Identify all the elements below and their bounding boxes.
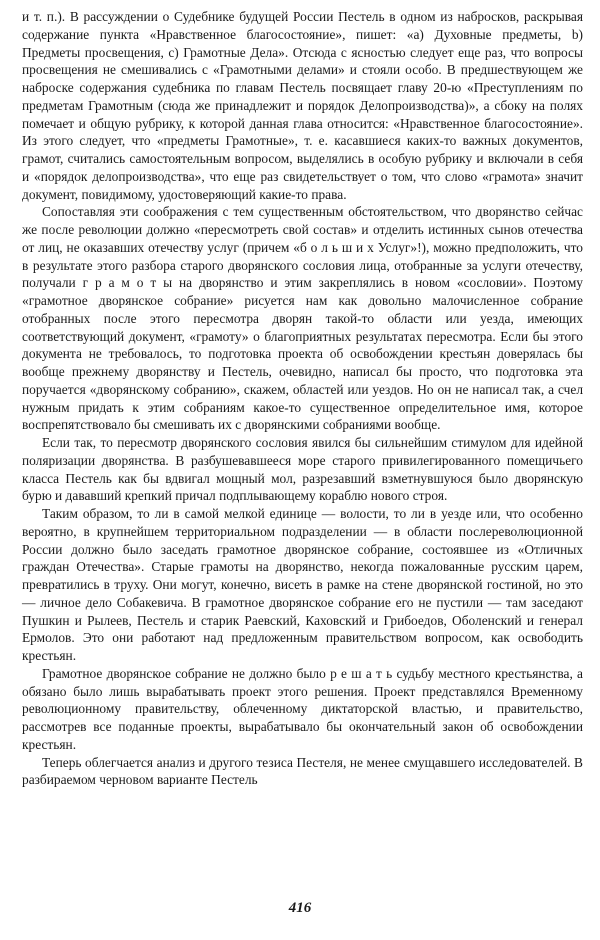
paragraph: Таким образом, то ли в самой мелкой единице — волости, то ли в уезде или, что особенно вероятно, в крупнейшем территориальном подразделении — в области послереволюционной России должно было заседать грамотное дворянское собрание, состоявшее из «Отличных граждан Отечества». Старые грамоты на дворянство, некогда пожалованные русским царем, превратились в труху. Они могут, конечно, висеть в рамке на стене дворянской гостиной, но это — личное дело Собакевича. В грамотное дворянское собрание его не пустили — там заседают Пушкин и Рылеев, Пестель и старик Раевский, Каховский и Грибоедов, Оболенский и генерал Ермолов. Это они работают над предложенным правительством вопросом, как освободить крестьян. — [22, 506, 583, 663]
book-page-body — [22, 8, 583, 932]
paragraph: Грамотное дворянское собрание не должно было р е ш а т ь судьбу местного крестьянства, а обязано было лишь вырабатывать проект этого решения. Проект представлялся Временному революционному правительству, облеченному диктаторской властью, и правительство, рассмотрев все поданные проекты, вырабатывало бы окончательный закон об освобождении крестьян. — [22, 665, 583, 752]
paragraph-continuation: и т. п.). В рассуждении о Судебнике будущей России Пестель в одном из набросков, раскрывая содержание пункта «Нравственное благосостояние», пишет: «а) Духовные предметы, b) Предметы просвещения, с) Грамотные Дела». Отсюда с ясностью следует еще раз, что вопросы просвещения не смешивались с «Грамотными делами» и стояли особо. В предшествующем же наброске содержания судебника по главам Пестель посвящает главу 20-ю «Преступлениям по предметам Грамотным (сюда же принадлежит и порядок Делопроизводства)», а сбоку на полях помечает и общую рубрику, к которой данная глава относится: «Нравственное благосостояние». Из этого следует, что «предметы Грамотные», т. е. касавшиеся каких-то важных документов, грамот, считались самостоятельным вопросом, выделялись в особую рубрику и включали в себя и «порядок делопроизводства», что еще раз свидетельствует о том, что слово «грамота» значит документ, повидимому, удостоверяющий какие-то права. — [22, 9, 583, 202]
paragraph: Сопоставляя эти соображения с тем существенным обстоятельством, что дворянство сейчас же после революции должно «пересмотреть свой состав» и отделить истинных сынов отечества от лиц, не оказавших отечеству услуг (причем «б о л ь ш и х Услуг»!), можно предположить, что в результате этого разбора старого дворянского сословия лица, отобранные за услуги отечеству, получали г р а м о т ы на дворянство и этим закреплялись в новом «сословии». Поэтому «грамотное дворянское собрание» рисуется нам как довольно малочисленное собрание отобранных после этого пересмотра дворян такой-то области или уезда, имеющих соответствующий документ, «грамоту» о благоприятных результатах пересмотра. Если бы этого документа не требовалось, то подготовка проекта об освобождении крестьян доверялась бы вообще прежнему дворянству и Пестель, очевидно, написал бы просто, что подготовка эта поручается «дворянскому собранию», скажем, областей или уездов. Но он не написал так, а счел нужным придать к этим собраниям какое-то существенное определительное имя, которое воспрепятствовало бы смешивать их с дворянскими собраниями вообще. — [22, 204, 583, 433]
paragraph: Если так, то пересмотр дворянского сословия явился бы сильнейшим стимулом для идейной поляризации дворянства. В разбушевавшееся море старого привилегированного помещичьего класса Пестель как бы вдвигал мощный мол, разрезавший взметнувшуюся было дворянскую бурю и дававший крепкий причал подплывающему кораблю нового строя. — [22, 435, 583, 504]
paragraph-final: Теперь облегчается анализ и другого тезиса Пестеля, не менее смущавшего исследователей. В разбираемом черновом варианте Пестель — [22, 754, 583, 788]
page-number: 416 — [288, 900, 312, 916]
